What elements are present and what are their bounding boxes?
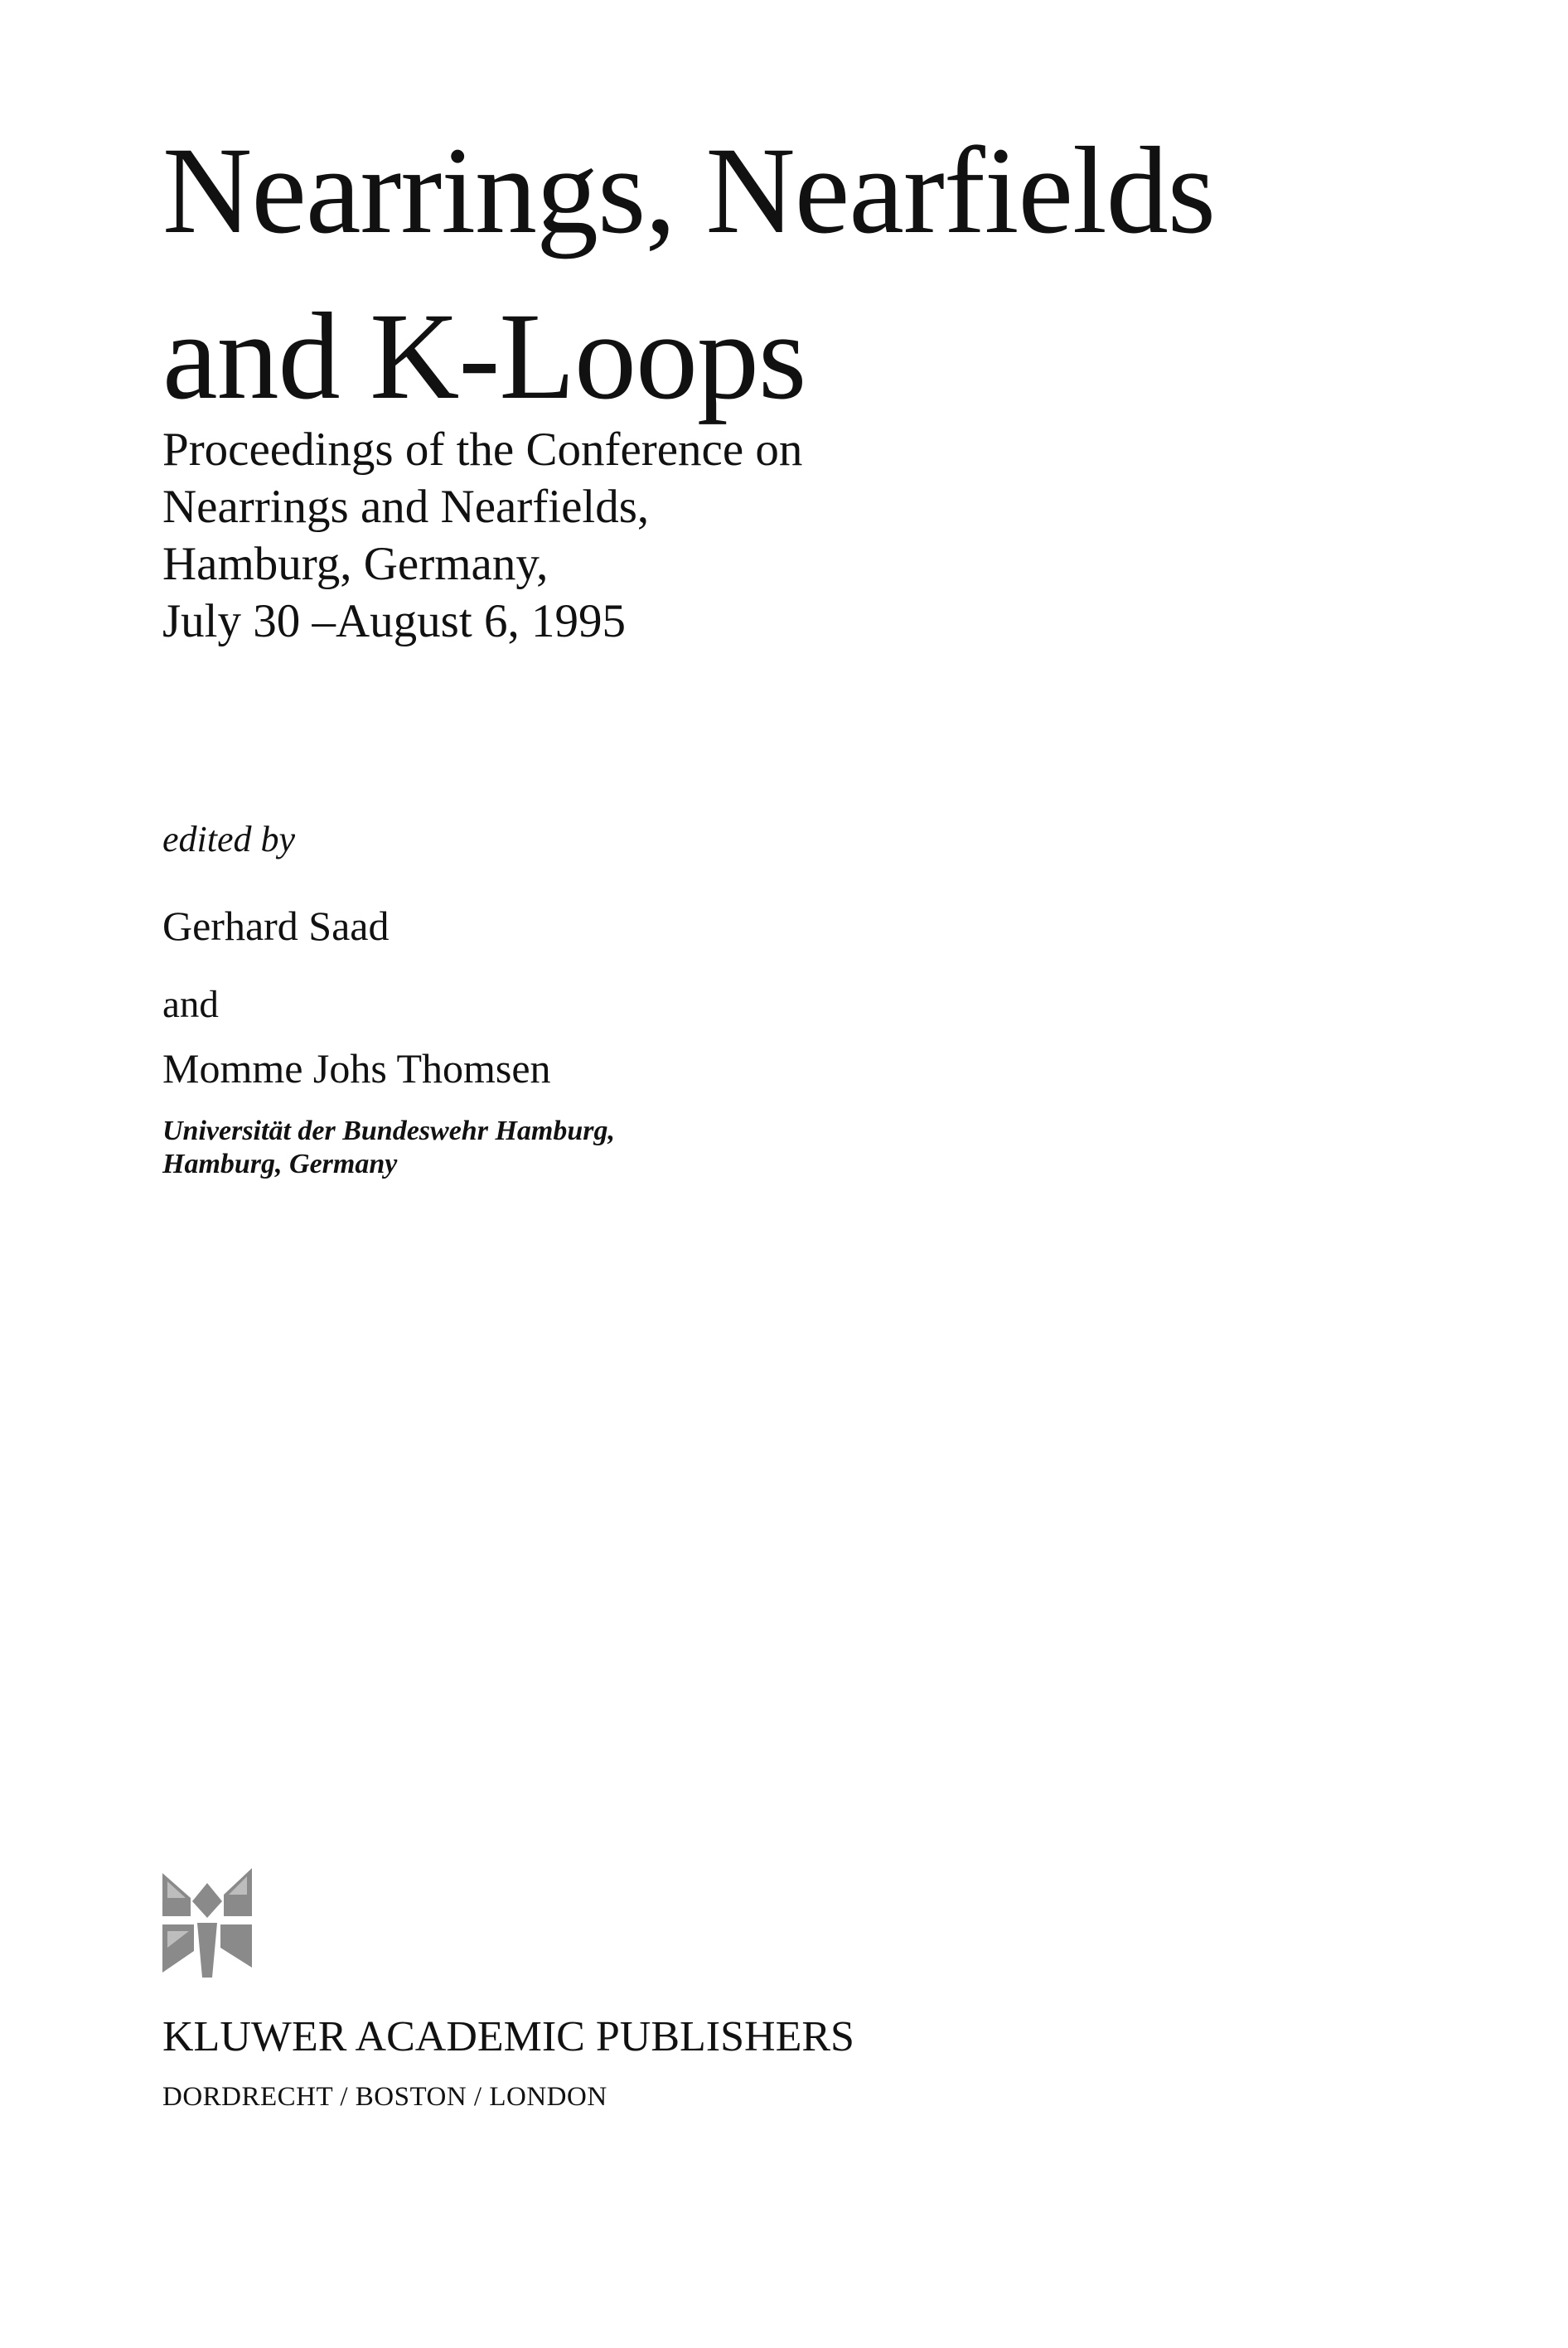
editor-name-2: Momme Johs Thomsen — [162, 1045, 551, 1092]
editor-conjunction: and — [162, 983, 219, 1026]
subtitle-line-4: July 30 –August 6, 1995 — [162, 595, 626, 647]
book-title — [162, 108, 1215, 439]
subtitle-line-3: Hamburg, Germany, — [162, 538, 549, 590]
subtitle-line-2: Nearrings and Nearfields, — [162, 481, 650, 533]
editor-name-1: Gerhard Saad — [162, 903, 390, 949]
affiliation-line-2: Hamburg, Germany — [162, 1149, 398, 1179]
book-subtitle — [162, 421, 802, 650]
affiliation-line-1: Universität der Bundeswehr Hamburg, — [162, 1116, 615, 1146]
publisher-locations: DORDRECHT / BOSTON / LONDON — [162, 2082, 607, 2112]
book-title-line-1: Nearrings, Nearfields — [162, 122, 1216, 259]
editor-affiliation — [162, 1115, 615, 1181]
publisher-name: KLUWER ACADEMIC PUBLISHERS — [162, 2013, 854, 2060]
subtitle-line-1: Proceedings of the Conference on — [162, 424, 803, 476]
book-title-line-2: and K-Loops — [162, 288, 806, 425]
kluwer-logo-icon — [157, 1865, 257, 1981]
edited-by-label: edited by — [162, 819, 296, 859]
